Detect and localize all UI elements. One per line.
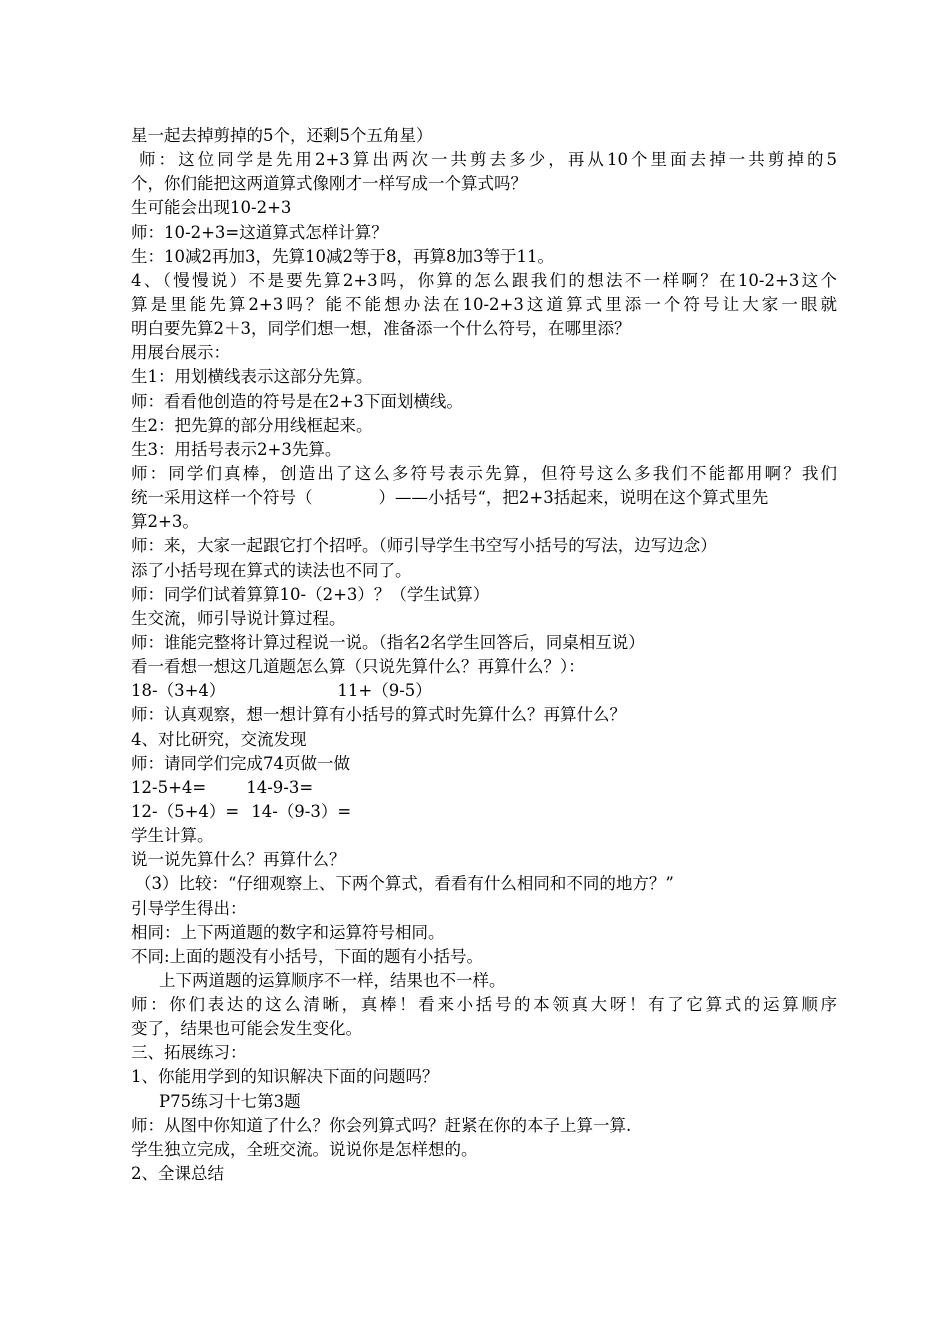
text-line: 师：请同学们完成74页做一做 <box>131 753 350 773</box>
text-line: 生3：用括号表示2+3先算。 <box>131 439 342 459</box>
text-line: P75练习十七第3题 <box>159 1091 301 1111</box>
text-segment: 统一采用这样一个符号（ <box>131 488 313 508</box>
text-line <box>131 776 837 800</box>
text-line: 生1：用划横线表示这部分先算。 <box>131 367 373 387</box>
text-line: 师：10-2+3=这道算式怎样计算？ <box>131 222 388 242</box>
text-line: 生可能会出现10-2+3 <box>131 198 292 218</box>
text-line: 师：这位同学是先用2+3算出两次一共剪去多少，再从10个里面去掉一共剪掉的5 <box>139 150 837 170</box>
text-line: 师：来，大家一起跟它打个招呼。（师引导学生书空写小括号的写法，边写边念） <box>131 536 717 556</box>
text-line: 看一看想一想这几道题怎么算（只说先算什么？再算什么？）： <box>131 657 585 677</box>
text-line: 2、全课总结 <box>131 1164 224 1184</box>
text-line: 师：看看他创造的符号是在2+3下面划横线。 <box>131 391 463 411</box>
text-line: 算2+3。 <box>131 512 199 532</box>
text-line: 1、你能用学到的知识解决下面的问题吗？ <box>131 1067 439 1087</box>
text-line: 师：你们表达的这么清晰，真棒！看来小括号的本领真大呀！有了它算式的运算顺序 <box>131 995 837 1015</box>
text-line: 4、对比研究，交流发现 <box>131 729 307 749</box>
text-line: 师：同学们真棒，创造出了这么多符号表示先算，但符号这么多我们不能都用啊？我们 <box>131 463 837 483</box>
expression: 14-（9-3）= <box>251 801 352 821</box>
expression: 18-（3+4） <box>131 681 226 701</box>
text-line: 生：10减2再加3，先算10减2等于8，再算8加3等于11。 <box>131 246 554 266</box>
text-line <box>131 486 837 510</box>
text-line: 学生独立完成，全班交流。说说你是怎样想的。 <box>131 1139 478 1159</box>
text-line: （3）比较：“仔细观察上、下两个算式，看看有什么相同和不同的地方？” <box>135 874 674 894</box>
text-segment: ）——小括号“，把2+3括起来，说明在这个算式里先 <box>378 488 769 508</box>
lesson-text <box>131 124 837 1186</box>
text-line: 说一说先算什么？再算什么？ <box>131 850 346 870</box>
text-line: 师：谁能完整将计算过程说一说。（指名2名学生回答后，同桌相互说） <box>131 632 645 652</box>
text-line: 生2：把先算的部分用线框起来。 <box>131 415 373 435</box>
text-line: 变了，结果也可能会发生变化。 <box>131 1019 362 1039</box>
text-line <box>131 679 837 703</box>
expression: 12-（5+4）= <box>131 801 240 821</box>
text-line: 学生计算。 <box>131 826 214 846</box>
text-line: 不同:上面的题没有小括号，下面的题有小括号。 <box>131 946 484 966</box>
text-line: 算是里能先算2+3吗？能不能想办法在10-2+3这道算式里添一个符号让大家一眼就 <box>131 294 837 314</box>
expression: 11+（9-5） <box>337 681 432 701</box>
text-line: 师：认真观察，想一想计算有小括号的算式时先算什么？再算什么？ <box>131 705 626 725</box>
text-line: 添了小括号现在算式的读法也不同了。 <box>131 560 412 580</box>
text-line: 引导学生得出： <box>131 898 247 918</box>
text-line <box>131 800 837 824</box>
text-line: 生交流，师引导说计算过程。 <box>131 608 346 628</box>
text-line: 星一起去掉剪掉的5个，还剩5个五角星） <box>131 126 433 145</box>
text-line: 师：从图中你知道了什么？你会列算式吗？赶紧在你的本子上算一算. <box>131 1115 632 1135</box>
text-line: 明白要先算2＋3，同学们想一想，准备添一个什么符号，在哪里添？ <box>131 319 631 339</box>
text-line: 相同：上下两道题的数字和运算符号相同。 <box>131 922 445 942</box>
expression: 14-9-3= <box>246 777 314 797</box>
text-line: 上下两道题的运算顺序不一样，结果也不一样。 <box>159 970 506 990</box>
text-line: 个，你们能把这两道算式像刚才一样写成一个算式吗？ <box>131 174 527 194</box>
text-line: 师：同学们试着算算10-（2+3）？（学生试算） <box>131 584 490 604</box>
expression: 12-5+4= <box>131 777 207 797</box>
text-line: 三、拓展练习： <box>131 1043 247 1063</box>
text-line: 4、（慢慢说）不是要先算2+3吗，你算的怎么跟我们的想法不一样啊？在10-2+3这个 <box>131 270 837 290</box>
text-line: 用展台展示： <box>131 343 230 363</box>
